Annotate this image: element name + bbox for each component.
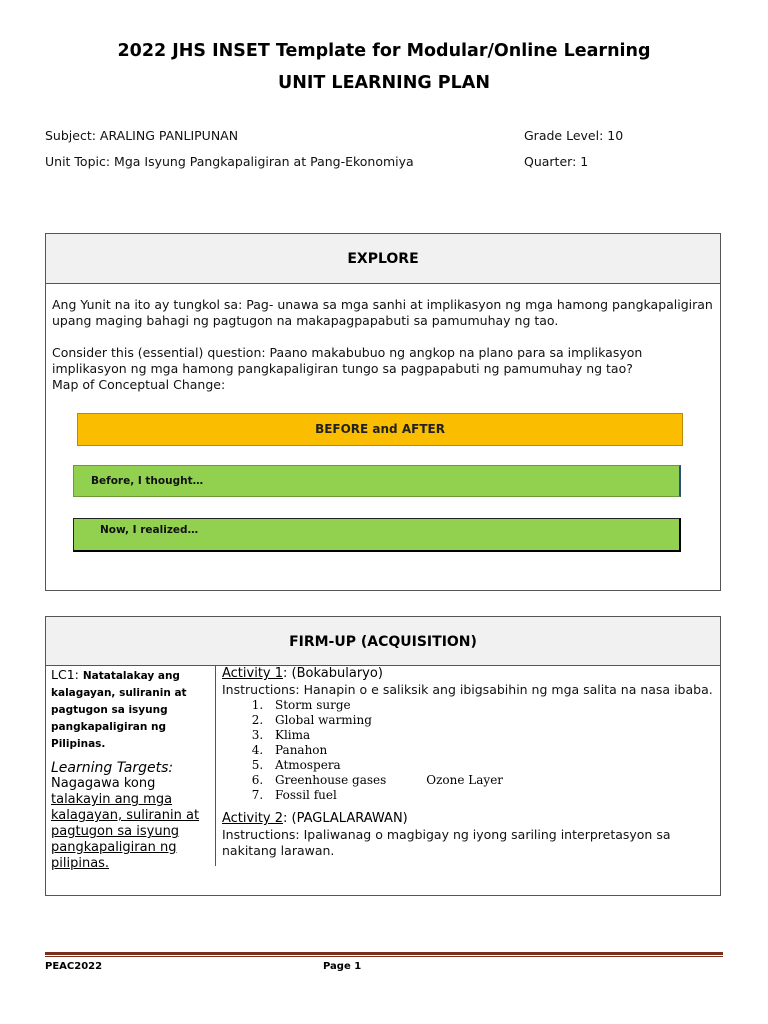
activity-1-label: Activity 1 [222, 666, 284, 681]
list-item: 3. Klima [267, 728, 714, 743]
activity-2-title [222, 811, 714, 827]
lc-prefix: LC1: [51, 667, 83, 682]
list-item [267, 773, 714, 788]
explore-section [45, 233, 721, 591]
activity-2-label: Activity 2 [222, 811, 284, 826]
list-item: 2. Global warming [267, 713, 714, 728]
before-thought-box: Before, I thought… [73, 465, 681, 497]
extra-vocab-term: Ozone Layer [426, 773, 504, 787]
footer-divider [45, 952, 723, 955]
list-item: 7. Fossil fuel [267, 788, 714, 803]
list-item-text: Greenhouse gases [275, 773, 387, 787]
quarter-label: Quarter: 1 [524, 154, 589, 169]
lc-text: Natatalakay ang kalagayan, suliranin at pagtugon sa isyung pangkapaligiran ng Pilipinas. [51, 670, 187, 750]
list-item: 1. Storm surge [267, 698, 714, 713]
explore-heading: EXPLORE [46, 234, 720, 284]
activity-1-title [222, 666, 714, 682]
grade-level-label: Grade Level: 10 [524, 128, 624, 143]
explore-intro: Ang Yunit na ito ay tungkol sa: Pag- unawa sa mga sanhi at implikasyon ng mga hamong pangkapaligiran upang maging bahagi ng pagtugon na makapagpapabuti sa pamumuhay ng tao. [52, 297, 713, 328]
activities-column [216, 665, 720, 866]
subject-label: Subject: ARALING PANLIPUNAN [45, 128, 239, 143]
activity-1-rest: : (Bokabularyo) [283, 666, 383, 681]
learning-targets-heading: Learning Targets: [51, 760, 174, 776]
firmup-heading: FIRM-UP (ACQUISITION) [46, 617, 720, 666]
vocabulary-list [222, 698, 714, 803]
conceptual-change-label: Map of Conceptual Change: [52, 377, 226, 392]
learning-competency [51, 667, 210, 752]
footer-org: PEAC2022 [45, 961, 103, 972]
document-subtitle: UNIT LEARNING PLAN [278, 73, 490, 93]
footer-divider-thin [45, 956, 723, 957]
list-item: 4. Panahon [267, 743, 714, 758]
lt-plain: Nagagawa kong [51, 776, 156, 791]
activity-1-instructions: Instructions: Hanapin o e saliksik ang ibigsabihin ng mga salita na nasa ibaba. [222, 682, 713, 697]
essential-question: Consider this (essential) question: Paano makabubuo ng angkop na plano para sa implikasyon implikasyon ng mga hamong pangkapaligiran tungo sa pagpapabuti ng pamumuhay ng tao? [52, 345, 643, 376]
firmup-section [45, 616, 721, 896]
now-realized-box: Now, I realized… [73, 518, 681, 552]
list-item: 5. Atmospera [267, 758, 714, 773]
lt-underlined: talakayin ang mga kalagayan, suliranin at pagtugon sa isyung pangkapaligiran ng pilipinas. [51, 792, 200, 871]
activity-2-instructions: Instructions: Ipaliwanag o magbigay ng iyong sariling interpretasyon sa nakitang larawan. [222, 827, 671, 858]
document-title: 2022 JHS INSET Template for Modular/Online Learning [117, 41, 651, 61]
activity-2-rest: : (PAGLALARAWAN) [283, 811, 408, 826]
unit-topic-label: Unit Topic: Mga Isyung Pangkapaligiran at Pang-Ekonomiya [45, 154, 414, 169]
learning-targets-text [51, 776, 210, 872]
learning-competency-column [46, 665, 216, 871]
before-after-banner: BEFORE and AFTER [77, 413, 683, 446]
footer-page-number: Page 1 [323, 961, 362, 972]
